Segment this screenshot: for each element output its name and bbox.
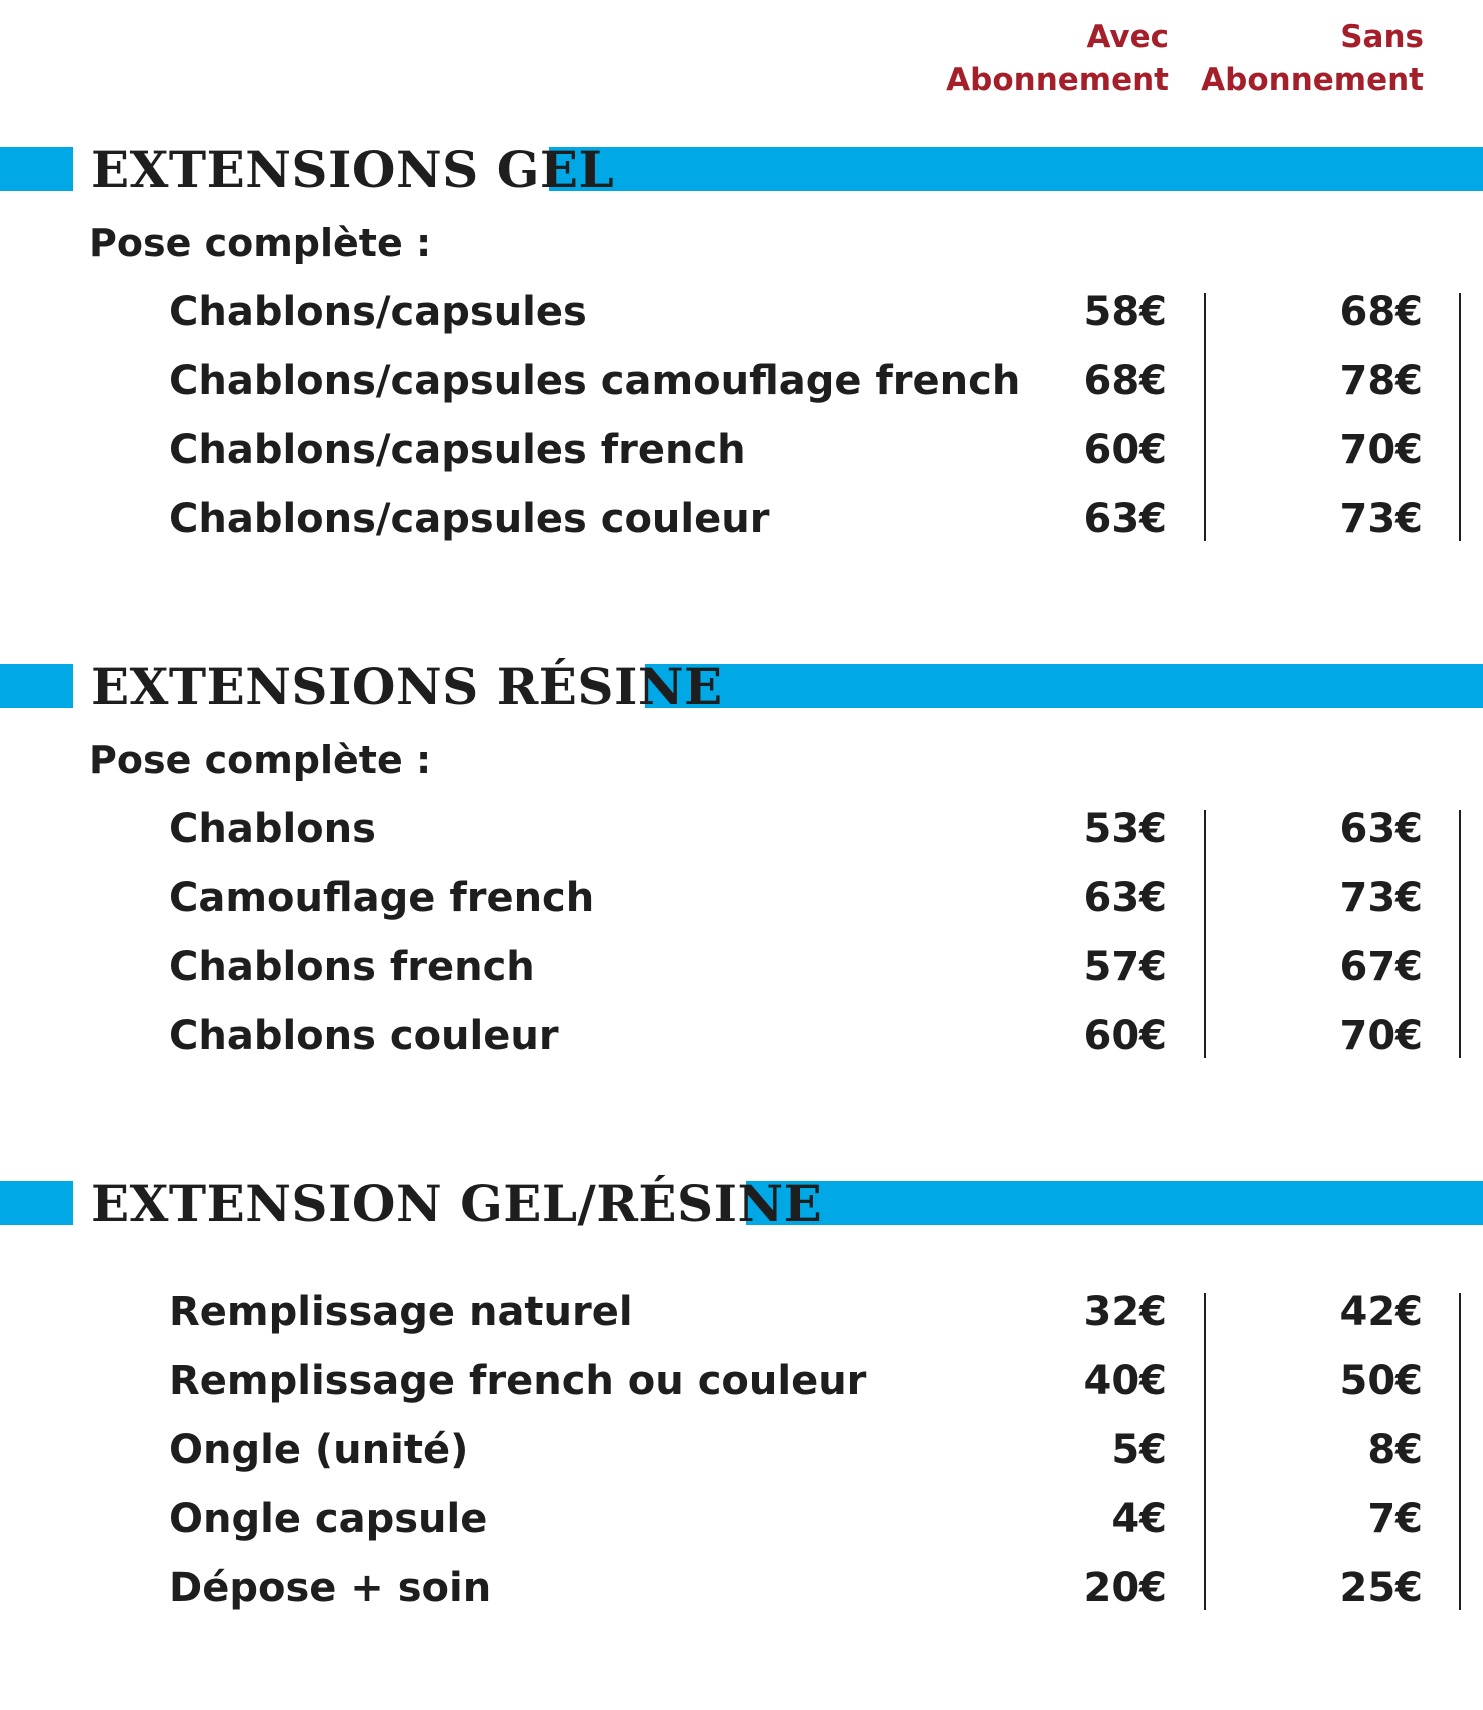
price-list-extensions-gel: [0, 279, 1483, 555]
price-row: [0, 865, 1483, 934]
price-list-extensions-resine: [0, 796, 1483, 1072]
price-row: [0, 279, 1483, 348]
section-subtitle: Pose complète :: [89, 738, 432, 782]
price-avec-abonnement: 53€: [1083, 806, 1167, 852]
price-sans-abonnement: 70€: [1339, 1013, 1423, 1059]
price-sans-abonnement: 78€: [1339, 358, 1423, 404]
column-divider: [1204, 810, 1206, 1058]
price-sans-abonnement: 70€: [1339, 427, 1423, 473]
price-row: [0, 417, 1483, 486]
price-row: [0, 1417, 1483, 1486]
item-name: Ongle capsule: [169, 1496, 488, 1542]
item-name: Chablons couleur: [169, 1013, 559, 1059]
price-list-extension-gel-resine: [0, 1279, 1483, 1624]
item-name: Dépose + soin: [169, 1565, 492, 1611]
price-row: [0, 1279, 1483, 1348]
item-name: Remplissage french ou couleur: [169, 1358, 867, 1404]
section-title: EXTENSIONS RÉSINE: [91, 657, 723, 716]
item-name: Chablons/capsules: [169, 289, 587, 335]
column-header-line: Avec: [1086, 19, 1169, 55]
price-sans-abonnement: 63€: [1339, 806, 1423, 852]
section-title: EXTENSIONS GEL: [91, 140, 615, 199]
section-title: EXTENSION GEL/RÉSINE: [91, 1174, 823, 1233]
price-row: [0, 1555, 1483, 1624]
column-divider: [1459, 1293, 1461, 1610]
item-name: Chablons french: [169, 944, 535, 990]
item-name: Remplissage naturel: [169, 1289, 633, 1335]
column-header-line: Abonnement: [946, 62, 1169, 98]
item-name: Ongle (unité): [169, 1427, 469, 1473]
column-header-line: Abonnement: [1201, 62, 1424, 98]
band-right-bar: [746, 1181, 1483, 1225]
price-sans-abonnement: 73€: [1339, 496, 1423, 542]
price-avec-abonnement: 60€: [1083, 1013, 1167, 1059]
price-avec-abonnement: 58€: [1083, 289, 1167, 335]
item-name: Camouflage french: [169, 875, 595, 921]
price-sans-abonnement: 73€: [1339, 875, 1423, 921]
band-right-bar: [549, 147, 1483, 191]
band-left-bar: [0, 1181, 73, 1225]
price-row: [0, 934, 1483, 1003]
band-left-bar: [0, 664, 73, 708]
price-avec-abonnement: 20€: [1083, 1565, 1167, 1611]
price-row: [0, 1486, 1483, 1555]
price-avec-abonnement: 63€: [1083, 496, 1167, 542]
price-sans-abonnement: 25€: [1339, 1565, 1423, 1611]
column-header-sans-abonnement: [1201, 16, 1424, 102]
price-row: [0, 1003, 1483, 1072]
item-name: Chablons/capsules couleur: [169, 496, 770, 542]
price-avec-abonnement: 40€: [1083, 1358, 1167, 1404]
price-row: [0, 796, 1483, 865]
column-header-line: Sans: [1340, 19, 1424, 55]
price-avec-abonnement: 63€: [1083, 875, 1167, 921]
column-header-avec-abonnement: [946, 16, 1169, 102]
price-avec-abonnement: 4€: [1111, 1496, 1167, 1542]
price-sans-abonnement: 7€: [1367, 1496, 1423, 1542]
price-row: [0, 1348, 1483, 1417]
price-avec-abonnement: 60€: [1083, 427, 1167, 473]
column-divider: [1204, 293, 1206, 541]
price-sans-abonnement: 8€: [1367, 1427, 1423, 1473]
price-sans-abonnement: 50€: [1339, 1358, 1423, 1404]
band-left-bar: [0, 147, 73, 191]
section-subtitle: Pose complète :: [89, 221, 432, 265]
price-avec-abonnement: 32€: [1083, 1289, 1167, 1335]
price-row: [0, 486, 1483, 555]
item-name: Chablons/capsules french: [169, 427, 746, 473]
price-sans-abonnement: 42€: [1339, 1289, 1423, 1335]
band-right-bar: [645, 664, 1483, 708]
item-name: Chablons: [169, 806, 376, 852]
price-sans-abonnement: 68€: [1339, 289, 1423, 335]
column-divider: [1204, 1293, 1206, 1610]
item-name: Chablons/capsules camouflage french: [169, 358, 1021, 404]
price-sans-abonnement: 67€: [1339, 944, 1423, 990]
price-avec-abonnement: 68€: [1083, 358, 1167, 404]
price-avec-abonnement: 57€: [1083, 944, 1167, 990]
price-avec-abonnement: 5€: [1111, 1427, 1167, 1473]
column-divider: [1459, 293, 1461, 541]
price-row: [0, 348, 1483, 417]
column-divider: [1459, 810, 1461, 1058]
